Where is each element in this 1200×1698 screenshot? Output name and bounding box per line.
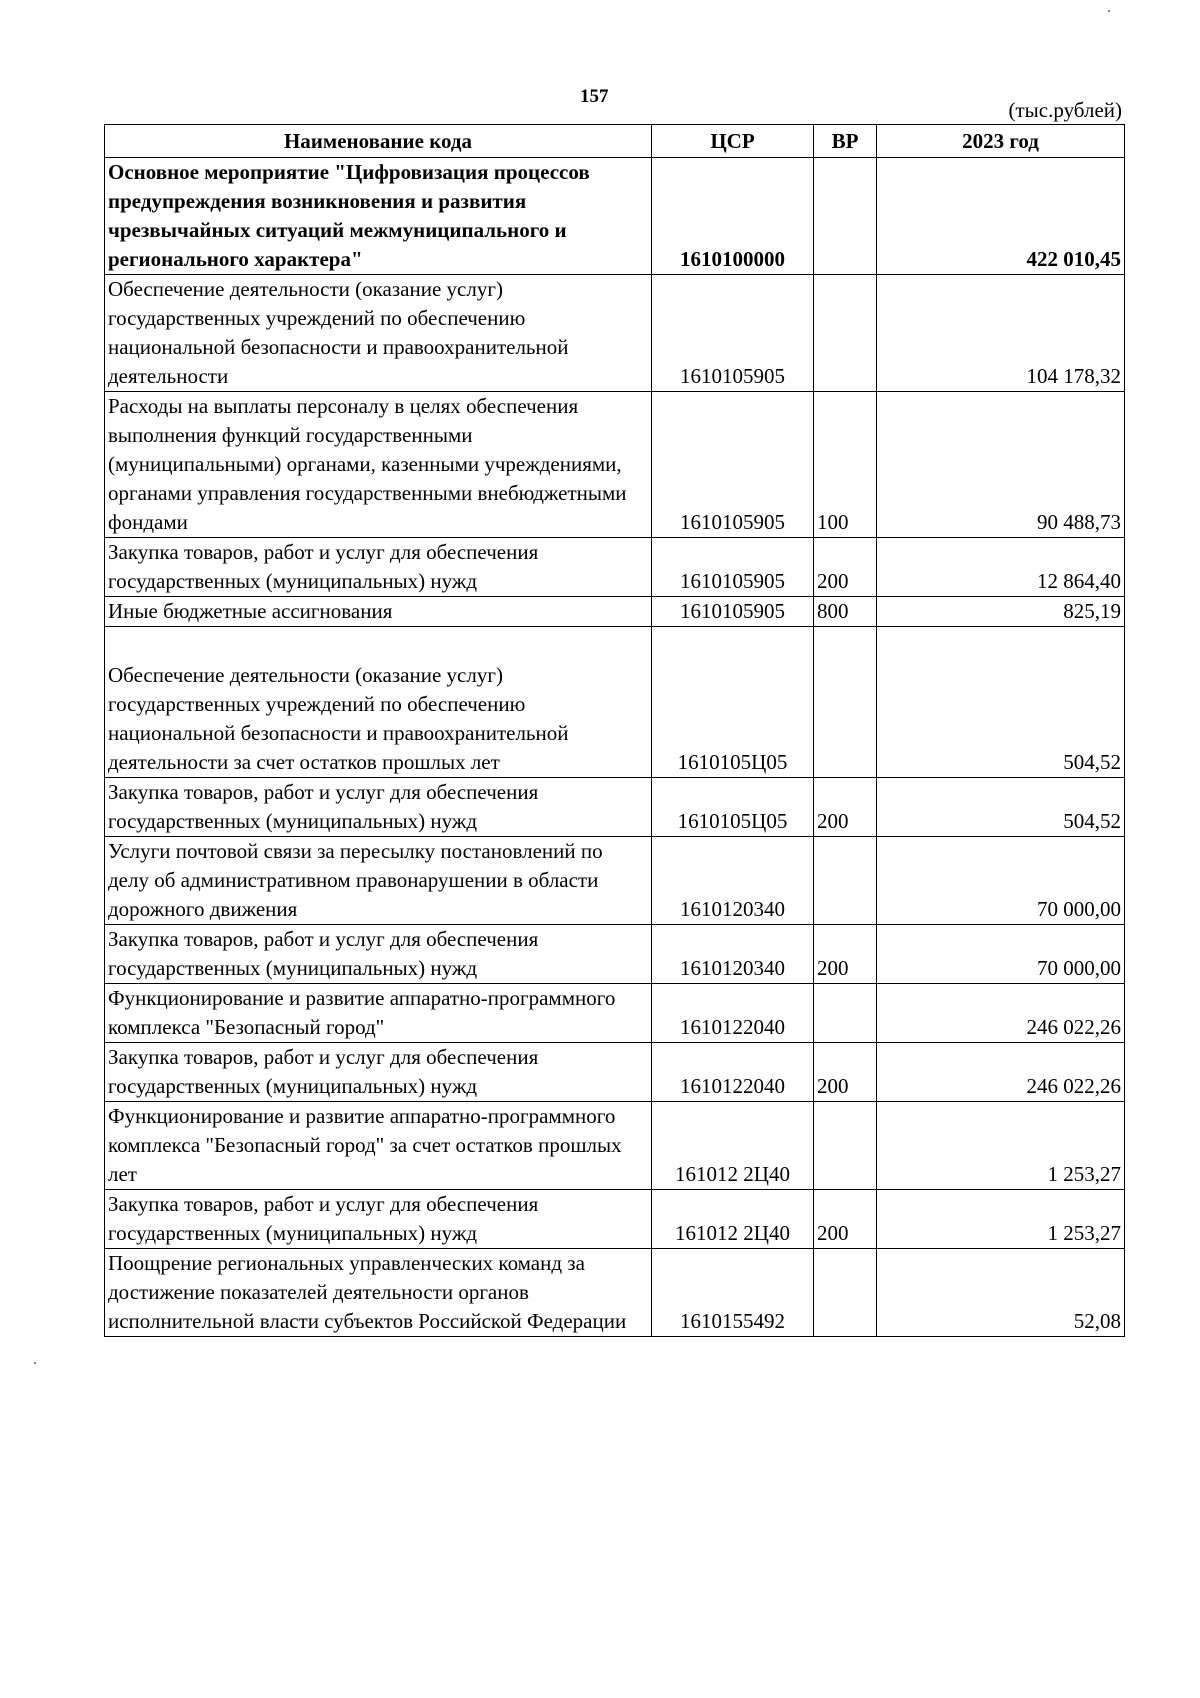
row-csr: 1610120340 (652, 925, 814, 984)
row-vr (814, 837, 877, 925)
row-csr: 1610122040 (652, 984, 814, 1043)
table-row (105, 392, 1125, 538)
row-csr: 1610105905 (652, 392, 814, 538)
row-vr: 100 (814, 392, 877, 538)
row-name: Услуги почтовой связи за пересылку постановлений по делу об административном правонарушении в области дорожного движения (105, 837, 652, 925)
row-amount: 12 864,40 (877, 538, 1125, 597)
row-name: Поощрение региональных управленческих команд за достижение показателей деятельности органов исполнительной власти субъектов Российской Федерации (105, 1249, 652, 1337)
table-row (105, 925, 1125, 984)
units-label: (тыс.рублей) (1008, 98, 1122, 122)
row-amount: 104 178,32 (877, 275, 1125, 392)
scan-speck (34, 1362, 36, 1364)
table-row (105, 1249, 1125, 1337)
row-csr: 1610105Ц05 (652, 627, 814, 778)
row-name: Обеспечение деятельности (оказание услуг) государственных учреждений по обеспечению национальной безопасности и правоохранительной деятельности за счет остатков прошлых лет (105, 627, 652, 778)
row-name: Функционирование и развитие аппаратно-программного комплекса "Безопасный город" (105, 984, 652, 1043)
row-name: Закупка товаров, работ и услуг для обеспечения государственных (муниципальных) нужд (105, 778, 652, 837)
row-amount: 246 022,26 (877, 984, 1125, 1043)
header-name: Наименование кода (105, 125, 652, 158)
row-amount: 504,52 (877, 778, 1125, 837)
row-vr (814, 1102, 877, 1190)
row-csr: 161012 2Ц40 (652, 1102, 814, 1190)
row-name: Расходы на выплаты персоналу в целях обеспечения выполнения функций государственными (муниципальными) органами, казенными учреждениями, органами управления государственными внебюджетными фондами (105, 392, 652, 538)
table-row (105, 275, 1125, 392)
table-row (105, 1043, 1125, 1102)
page-number: 157 (580, 86, 609, 107)
row-name: Закупка товаров, работ и услуг для обеспечения государственных (муниципальных) нужд (105, 538, 652, 597)
row-vr (814, 1249, 877, 1337)
row-amount: 52,08 (877, 1249, 1125, 1337)
row-vr: 200 (814, 925, 877, 984)
row-vr (814, 158, 877, 275)
row-csr: 1610100000 (652, 158, 814, 275)
row-amount: 422 010,45 (877, 158, 1125, 275)
row-amount: 1 253,27 (877, 1190, 1125, 1249)
row-csr: 1610105905 (652, 538, 814, 597)
budget-table (104, 124, 1125, 1337)
row-csr: 1610105Ц05 (652, 778, 814, 837)
row-name: Иные бюджетные ассигнования (105, 597, 652, 627)
table-row (105, 627, 1125, 778)
table-row (105, 984, 1125, 1043)
header-csr: ЦСР (652, 125, 814, 158)
row-csr: 1610105905 (652, 597, 814, 627)
row-vr (814, 984, 877, 1043)
table-row (105, 597, 1125, 627)
table-row (105, 1190, 1125, 1249)
row-vr (814, 275, 877, 392)
row-amount: 70 000,00 (877, 837, 1125, 925)
row-vr: 800 (814, 597, 877, 627)
row-name: Закупка товаров, работ и услуг для обеспечения государственных (муниципальных) нужд (105, 1043, 652, 1102)
row-name: Основное мероприятие "Цифровизация процессов предупреждения возникновения и развития чрезвычайных ситуаций межмуниципального и регионального характера" (105, 158, 652, 275)
header-vr: ВР (814, 125, 877, 158)
row-vr: 200 (814, 538, 877, 597)
row-amount: 90 488,73 (877, 392, 1125, 538)
table-row (105, 837, 1125, 925)
table-header-row (105, 125, 1125, 158)
row-csr: 1610105905 (652, 275, 814, 392)
scan-speck (1108, 10, 1110, 12)
row-csr: 161012 2Ц40 (652, 1190, 814, 1249)
row-csr: 1610155492 (652, 1249, 814, 1337)
row-amount: 825,19 (877, 597, 1125, 627)
header-year: 2023 год (877, 125, 1125, 158)
row-vr: 200 (814, 1190, 877, 1249)
row-csr: 1610122040 (652, 1043, 814, 1102)
table-row (105, 778, 1125, 837)
row-vr (814, 627, 877, 778)
row-name: Функционирование и развитие аппаратно-программного комплекса "Безопасный город" за счет остатков прошлых лет (105, 1102, 652, 1190)
row-amount: 70 000,00 (877, 925, 1125, 984)
row-amount: 504,52 (877, 627, 1125, 778)
row-amount: 1 253,27 (877, 1102, 1125, 1190)
table-row (105, 1102, 1125, 1190)
row-vr: 200 (814, 1043, 877, 1102)
row-name: Закупка товаров, работ и услуг для обеспечения государственных (муниципальных) нужд (105, 1190, 652, 1249)
row-name: Обеспечение деятельности (оказание услуг) государственных учреждений по обеспечению национальной безопасности и правоохранительной деятельности (105, 275, 652, 392)
row-csr: 1610120340 (652, 837, 814, 925)
table-row (105, 538, 1125, 597)
row-amount: 246 022,26 (877, 1043, 1125, 1102)
row-vr: 200 (814, 778, 877, 837)
table-row (105, 158, 1125, 275)
row-name: Закупка товаров, работ и услуг для обеспечения государственных (муниципальных) нужд (105, 925, 652, 984)
